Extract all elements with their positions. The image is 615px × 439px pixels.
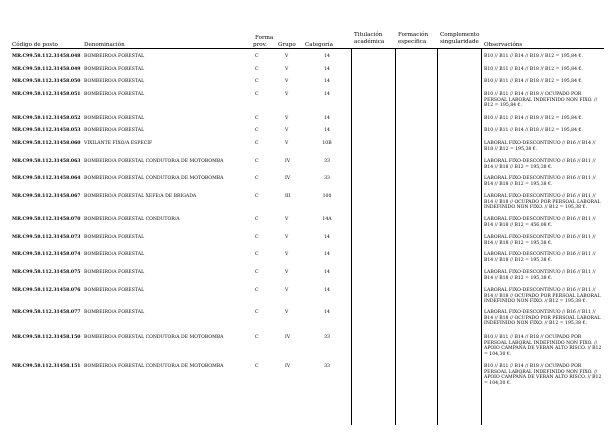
forma-provision-cell: C <box>255 116 259 121</box>
denominacion-cell: BOMBEIRO/A FORESTAL <box>84 79 145 84</box>
header-formacion-line1: Formación <box>398 32 429 38</box>
categoria-cell: 33 <box>324 335 330 340</box>
grupo-cell: V <box>285 235 289 240</box>
header-complemento-line2: singularidade <box>440 39 479 45</box>
grupo-cell: V <box>285 288 289 293</box>
denominacion-cell: BOMBEIRO/A FORESTAL <box>84 116 145 121</box>
codigo-cell: MR.C99.58.112.31458.053 <box>12 128 81 133</box>
codigo-cell: MR.C99.58.112.31458.051 <box>12 92 81 97</box>
grupo-cell: V <box>285 92 289 97</box>
codigo-cell: MR.C99.58.112.31458.050 <box>12 79 81 84</box>
forma-provision-cell: C <box>255 128 259 133</box>
grupo-cell: V <box>285 252 289 257</box>
observacions-cell: B10 // B11 // B14 // B18 // OCUPADO POR PERSOAL LABORAL INDEFINIDO NON FIXO. // B12 = 195,84 €. <box>484 92 598 109</box>
header-forma-line1: Forma <box>255 35 274 41</box>
observacions-cell: LABORAL FIXO-DESCONTINUO // B16 // B11 // B14 // B18 // B12 = 195,38 €. <box>484 235 596 246</box>
grupo-cell: IV <box>285 364 291 369</box>
codigo-cell: MR.C99.58.112.31458.150 <box>12 335 81 340</box>
observacions-cell: LABORAL FIXO-DESCONTINUO // B16 // B11 // B14 // B18 // OCUPADO POR PERSOAL LABORAL INDEFINIDO NON FIXO. // B12 = 195,38 €. <box>484 288 601 305</box>
header-observacions: Observacións <box>484 42 523 48</box>
denominacion-cell: BOMBEIRO/A FORESTAL CONDUTOR/A DE MOTOBOMBA <box>84 335 224 340</box>
denominacion-cell: BOMBEIRO/A FORESTAL <box>84 235 145 240</box>
header-categoria: Categoría <box>305 42 333 48</box>
denominacion-cell: BOMBEIRO/A FORESTAL CONDUTOR/A DE MOTOBOMBA <box>84 176 224 181</box>
observacions-cell: B10 // B11 // B14 // B18 // B12 = 195,84 €. <box>484 79 583 84</box>
observacions-cell: B10 // B11 // B14 // B18 // B12 = 195,84 €. <box>484 128 583 133</box>
categoria-cell: 100 <box>322 194 332 199</box>
observacions-cell: B10 // B11 // B14 // B18 // B12 = 195,84 €. <box>484 116 583 121</box>
grupo-cell: IV <box>285 159 291 164</box>
denominacion-cell: BOMBEIRO/A FORESTAL <box>84 92 145 97</box>
header-codigo: Código de posto <box>12 42 58 48</box>
codigo-cell: MR.C99.58.112.31458.063 <box>12 159 81 164</box>
codigo-cell: MR.C99.58.112.31458.052 <box>12 116 81 121</box>
denominacion-cell: BOMBEIRO/A FORESTAL <box>84 288 145 293</box>
denominacion-cell: BOMBEIRO/A FORESTAL CONDUTOR/A DE MOTOBOMBA <box>84 159 224 164</box>
forma-provision-cell: C <box>255 176 259 181</box>
forma-provision-cell: C <box>255 159 259 164</box>
categoria-cell: 33 <box>324 159 330 164</box>
denominacion-cell: BOMBEIRO/A FORESTAL CONDUTOR/A <box>84 217 180 222</box>
forma-provision-cell: C <box>255 92 259 97</box>
categoria-cell: 14 <box>324 116 330 121</box>
column-divider-formacion <box>395 49 396 425</box>
grupo-cell: IV <box>285 176 291 181</box>
observacions-cell: LABORAL FIXO-DESCONTINUO // B16 // B11 // B14 // B18 // OCUPADO POR PERSOAL LABORAL INDEFINIDO NON FIXO. // B12 = 195,38 €. <box>484 310 601 327</box>
header-forma-line2: prov. <box>253 42 267 48</box>
denominacion-cell: BOMBEIRO/A FORESTAL <box>84 54 145 59</box>
observacions-cell: B10 // B11 // B14 // B18 // B12 = 195,84 €. <box>484 67 583 72</box>
grupo-cell: V <box>285 67 289 72</box>
grupo-cell: V <box>285 54 289 59</box>
header-denominacion: Denominación <box>84 42 125 48</box>
categoria-cell: 33 <box>324 364 330 369</box>
codigo-cell: MR.C99.58.112.31458.060 <box>12 141 81 146</box>
observacions-cell: LABORAL FIXO-DESCONTINUO // B16 // B14 // B18 // B12 = 195,38 €. <box>484 141 596 152</box>
forma-provision-cell: C <box>255 79 259 84</box>
categoria-cell: 14 <box>324 79 330 84</box>
codigo-cell: MR.C99.58.112.31458.064 <box>12 176 81 181</box>
categoria-cell: 14 <box>324 252 330 257</box>
forma-provision-cell: C <box>255 288 259 293</box>
categoria-cell: 14A <box>322 217 332 222</box>
codigo-cell: MR.C99.58.112.31458.048 <box>12 54 81 59</box>
header-complemento-line1: Complemento <box>440 32 480 38</box>
codigo-cell: MR.C99.58.112.31458.074 <box>12 252 81 257</box>
forma-provision-cell: C <box>255 141 259 146</box>
header-titulacion-line1: Titulación <box>354 32 383 38</box>
denominacion-cell: BOMBEIRO/A FORESTAL CONDUTOR/A DE MOTOBOMBA <box>84 364 224 369</box>
categoria-cell: 14 <box>324 288 330 293</box>
denominacion-cell: BOMBEIRO/A FORESTAL <box>84 67 145 72</box>
forma-provision-cell: C <box>255 270 259 275</box>
codigo-cell: MR.C99.58.112.31458.073 <box>12 235 81 240</box>
grupo-cell: III <box>285 194 291 199</box>
header-titulacion-line2: académica <box>354 39 385 45</box>
denominacion-cell: BOMBEIRO/A FORESTAL <box>84 128 145 133</box>
grupo-cell: V <box>285 141 289 146</box>
forma-provision-cell: C <box>255 217 259 222</box>
observacions-cell: B10 // B11 // B14 // B18 // OCUPADO POR PERSOAL LABORAL INDEFINIDO NON FIXO. // APOIO CAMPAÑA DE VERÁN ALTO RISCO. // B12 = 104,30 €. <box>484 335 602 357</box>
header-formacion-line2: específica <box>398 39 427 45</box>
observacions-cell: LABORAL FIXO-DESCONTINUO // B16 // B11 // B14 // B18 // B12 = 195,38 €. <box>484 270 596 281</box>
categoria-cell: 14 <box>324 54 330 59</box>
denominacion-cell: VIXILANTE FIXO/A ESPECIF <box>84 141 153 146</box>
categoria-cell: 10B <box>322 141 332 146</box>
denominacion-cell: BOMBEIRO/A FORESTAL XEFE/A DE BRIGADA <box>84 194 197 199</box>
codigo-cell: MR.C99.58.112.31458.076 <box>12 288 81 293</box>
grupo-cell: V <box>285 270 289 275</box>
codigo-cell: MR.C99.58.112.31458.049 <box>12 67 81 72</box>
header-grupo: Grupo <box>278 42 296 48</box>
denominacion-cell: BOMBEIRO/A FORESTAL <box>84 252 145 257</box>
codigo-cell: MR.C99.58.112.31458.075 <box>12 270 81 275</box>
categoria-cell: 14 <box>324 92 330 97</box>
observacions-cell: B10 // B11 // B14 // B18 // B12 = 195,84 €. <box>484 54 583 59</box>
forma-provision-cell: C <box>255 310 259 315</box>
grupo-cell: V <box>285 217 289 222</box>
categoria-cell: 14 <box>324 270 330 275</box>
categoria-cell: 14 <box>324 67 330 72</box>
observacions-cell: LABORAL FIXO-DESCONTINUO // B16 // B11 // B14 // B18 // OCUPADO POR PERSOAL LABORAL INDEFINIDO NON FIXO. // B12 = 195,38 €. <box>484 194 601 211</box>
forma-provision-cell: C <box>255 252 259 257</box>
grupo-cell: V <box>285 116 289 121</box>
denominacion-cell: BOMBEIRO/A FORESTAL <box>84 270 145 275</box>
forma-provision-cell: C <box>255 67 259 72</box>
observacions-cell: LABORAL FIXO-DESCONTINUO // B16 // B11 // B14 // B18 // B12 = 195,38 €. <box>484 176 596 187</box>
grupo-cell: V <box>285 79 289 84</box>
forma-provision-cell: C <box>255 194 259 199</box>
codigo-cell: MR.C99.58.112.31458.151 <box>12 364 81 369</box>
forma-provision-cell: C <box>255 54 259 59</box>
categoria-cell: 14 <box>324 235 330 240</box>
categoria-cell: 14 <box>324 310 330 315</box>
categoria-cell: 33 <box>324 176 330 181</box>
grupo-cell: V <box>285 310 289 315</box>
codigo-cell: MR.C99.58.112.31458.070 <box>12 217 81 222</box>
column-divider-observacions <box>481 49 482 425</box>
denominacion-cell: BOMBEIRO/A FORESTAL <box>84 310 145 315</box>
column-divider-titulacion <box>351 49 352 425</box>
forma-provision-cell: C <box>255 235 259 240</box>
forma-provision-cell: C <box>255 335 259 340</box>
observacions-cell: LABORAL FIXO-DESCONTINUO // B16 // B11 // B14 // B18 // B12 = 456,08 €. <box>484 217 596 228</box>
column-divider-complemento <box>437 49 438 425</box>
grupo-cell: V <box>285 128 289 133</box>
observacions-cell: LABORAL FIXO-DESCONTINUO // B16 // B11 // B14 // B18 // B12 = 195,38 €. <box>484 252 596 263</box>
forma-provision-cell: C <box>255 364 259 369</box>
codigo-cell: MR.C99.58.112.31458.077 <box>12 310 81 315</box>
observacions-cell: B10 // B11 // B14 // B18 // OCUPADO POR PERSOAL LABORAL INDEFINIDO NON FIXO. // APOIO CAMPAÑA DE VERÁN ALTO RISCO. // B12 = 104,30 €. <box>484 364 602 386</box>
observacions-cell: LABORAL FIXO-DESCONTINUO // B16 // B11 // B14 // B18 // B12 = 195,38 €. <box>484 159 596 170</box>
header-rule <box>11 48 604 49</box>
grupo-cell: IV <box>285 335 291 340</box>
categoria-cell: 14 <box>324 128 330 133</box>
codigo-cell: MR.C99.58.112.31458.067 <box>12 194 81 199</box>
